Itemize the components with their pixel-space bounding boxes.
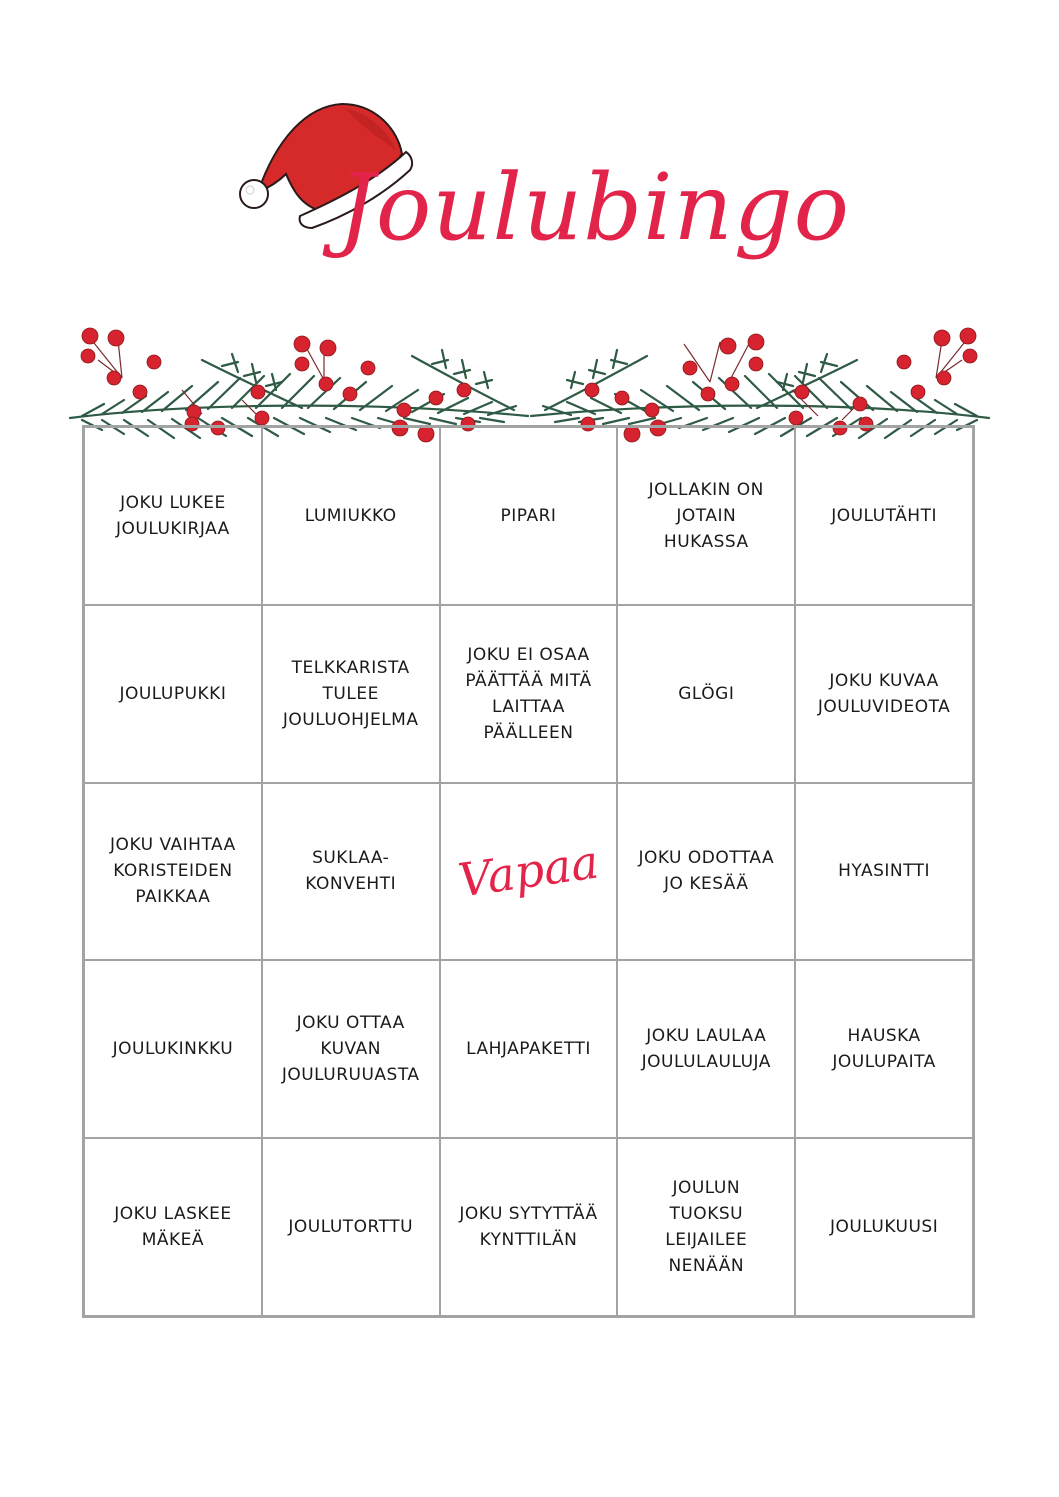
bingo-cell <box>84 427 262 605</box>
bingo-cell-label: JOKU EI OSAA PÄÄTTÄÄ MITÄ LAITTAA PÄÄLLEEN <box>465 644 592 743</box>
bingo-cell <box>617 960 795 1138</box>
bingo-cell <box>262 1138 440 1316</box>
bingo-cell-label: JOKU OTTAA KUVAN JOULURUUASTA <box>281 1013 420 1086</box>
bingo-cell <box>795 605 973 783</box>
bingo-cell <box>84 1138 262 1316</box>
bingo-cell-label: JOULUTÄHTI <box>831 505 937 526</box>
bingo-cell <box>795 783 973 961</box>
bingo-cell-label: JOKU KUVAA JOULUVIDEOTA <box>817 670 951 717</box>
bingo-cell-free <box>440 783 618 961</box>
bingo-cell-label: JOKU LUKEE JOULUKIRJAA <box>115 492 230 539</box>
bingo-cell <box>795 960 973 1138</box>
bingo-cell-label: HAUSKA JOULUPAITA <box>832 1026 936 1073</box>
bingo-grid <box>82 425 975 1318</box>
bingo-cell-label: LUMIUKKO <box>304 505 397 526</box>
bingo-cell-label: JOKU ODOTTAA JO KESÄÄ <box>638 848 775 895</box>
page-title: Joulubingo <box>338 154 851 261</box>
bingo-cell <box>440 605 618 783</box>
bingo-cell <box>262 605 440 783</box>
bingo-cell <box>440 960 618 1138</box>
bingo-cell-label: JOULUN TUOKSU LEIJAILEE NENÄÄN <box>665 1178 748 1277</box>
free-space-label: Vapaa <box>455 834 602 909</box>
bingo-cell-label: PIPARI <box>500 505 557 526</box>
bingo-cell <box>84 783 262 961</box>
bingo-cell-label: HYASINTTI <box>838 861 931 882</box>
bingo-cell <box>617 605 795 783</box>
bingo-cell <box>795 427 973 605</box>
bingo-cell-label: JOKU LASKEE MÄKEÄ <box>114 1204 232 1251</box>
header <box>0 0 1059 320</box>
bingo-cell <box>84 605 262 783</box>
bingo-cell-label: TELKKARISTA TULEE JOULUOHJELMA <box>282 657 419 730</box>
bingo-cell-label: SUKLAA- KONVEHTI <box>305 848 397 895</box>
bingo-cell-label: JOLLAKIN ON JOTAIN HUKASSA <box>648 479 764 552</box>
bingo-cell <box>262 427 440 605</box>
bingo-cell-label: JOKU VAIHTAA KORISTEIDEN PAIKKAA <box>110 835 236 908</box>
bingo-cell-label: JOULUTORTTU <box>288 1217 414 1238</box>
bingo-cell-label: JOKU SYTYTTÄÄ KYNTTILÄN <box>459 1204 598 1251</box>
bingo-cell <box>84 960 262 1138</box>
bingo-cell-label: LAHJAPAKETTI <box>466 1039 591 1060</box>
bingo-cell <box>795 1138 973 1316</box>
bingo-cell-label: GLÖGI <box>678 683 735 704</box>
bingo-cell-label: JOKU LAULAA JOULULAULUJA <box>641 1026 771 1073</box>
bingo-cell-label: JOULUKINKKU <box>112 1039 234 1060</box>
bingo-cell <box>617 783 795 961</box>
bingo-cell <box>262 960 440 1138</box>
bingo-cell-label: JOULUKUUSI <box>829 1217 939 1238</box>
bingo-cell <box>262 783 440 961</box>
bingo-cell <box>440 1138 618 1316</box>
bingo-cell <box>440 427 618 605</box>
bingo-cell-label: JOULUPUKKI <box>119 683 227 704</box>
bingo-cell <box>617 1138 795 1316</box>
bingo-cell <box>617 427 795 605</box>
